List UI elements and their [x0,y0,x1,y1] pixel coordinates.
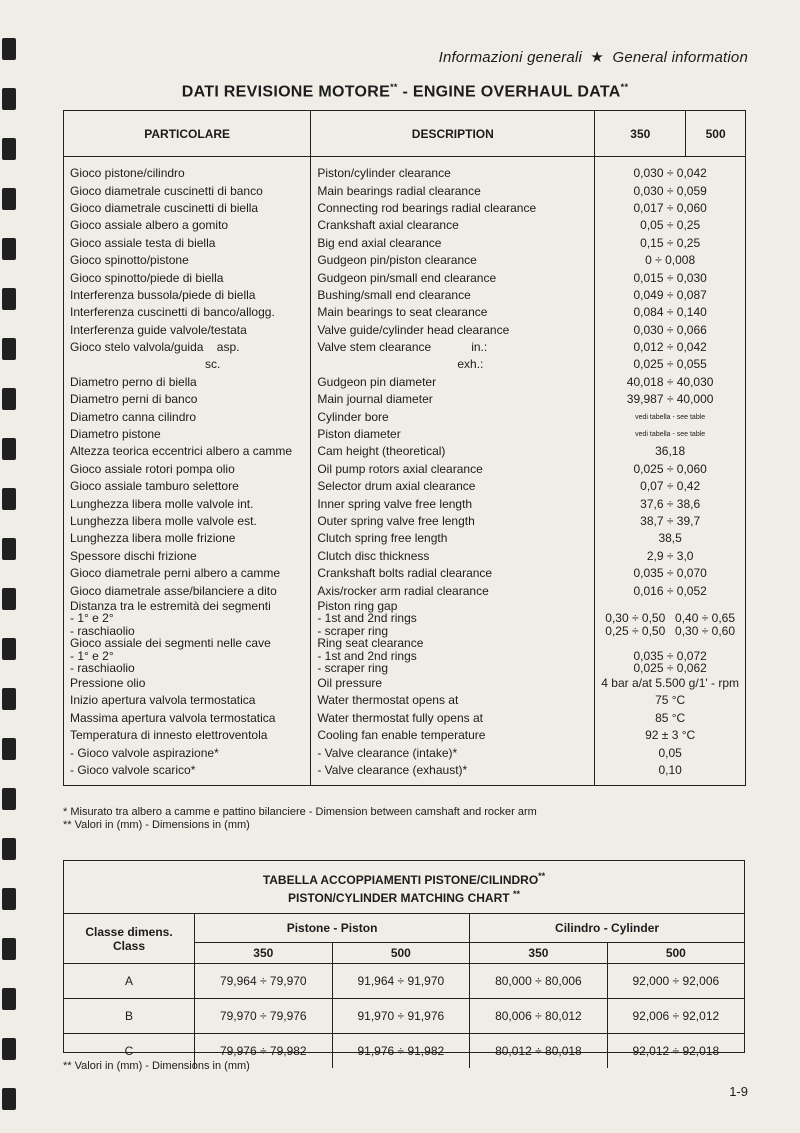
cell-value: 4 bar a/at 5.500 g/1' - rpm [595,675,746,692]
cell-it: - Gioco valvole aspirazione* [64,744,311,761]
valve-stem-in: in.: [471,340,488,355]
cell-en: Oil pump rotors axial clearance [311,461,595,478]
sub-cylinder-350: 350 [470,943,608,964]
cell-it: Inizio apertura valvola termostatica [64,692,311,709]
cell-en: Main journal diameter [311,391,595,408]
table-row [64,322,746,339]
cell-it: Gioco spinotto/pistone [64,252,311,269]
ring-gap-500-a: 0,40 ÷ 0,65 [675,611,735,626]
cell-it: Massima apertura valvola termostatica [64,710,311,727]
piston-cylinder-matching-chart [63,860,745,1058]
table-row [64,269,746,286]
cell-it: Altezza teorica eccentrici albero a camme [64,443,311,460]
chart-title-mark: ** [512,889,520,899]
valve-stem-asp: asp. [216,340,240,355]
cell-it: Gioco diametrale asse/bilanciere a dito [64,582,311,599]
table-row [64,461,746,478]
cell-en: Outer spring valve free length [311,513,595,530]
cell-value: 38,7 ÷ 39,7 [595,513,746,530]
cell-value: 38,5 [595,530,746,547]
col-header-350: 350 [595,111,686,157]
piston-350-cell: 79,964 ÷ 79,970 [195,964,333,999]
cell-en: Piston diameter [311,426,595,443]
ring-gap-500-b: 0,30 ÷ 0,60 [675,623,735,638]
table-row [64,426,746,443]
cell-value: vedi tabella - see table [595,426,746,443]
table-row [64,762,746,786]
chart-title-mark: ** [538,871,546,881]
ring-seat-label-en: Ring seat clearance [317,636,424,651]
cell-en: Water thermostat fully opens at [311,710,595,727]
cell-value: 0,07 ÷ 0,42 [595,478,746,495]
footnote-camshaft: * Misurato tra albero a camme e pattino bilanciere - Dimension between camshaft and rocker arm [63,806,537,818]
ring-gap-a-en: - 1st and 2nd rings [317,611,417,626]
table-row-ring-seat [64,637,746,675]
ring-gap-b-en: - scraper ring [317,623,389,638]
class-cell: C [64,1034,195,1069]
matching-header-row [64,914,744,943]
table-row [64,727,746,744]
cell-en: Clutch spring free length [311,530,595,547]
ring-gap-b: - raschiaolio [70,623,135,638]
cylinder-350-cell: 80,006 ÷ 80,012 [470,999,608,1034]
cell-value: 0,017 ÷ 0,060 [595,200,746,217]
piston-header: Pistone - Piston [195,914,470,943]
cell-value: 0,012 ÷ 0,042 [595,339,746,356]
cell-it [64,637,311,675]
cylinder-header: Cilindro - Cylinder [470,914,744,943]
cell-it: Lunghezza libera molle valvole int. [64,495,311,512]
table-row [64,548,746,565]
cell-value: 0,030 ÷ 0,042 [595,157,746,183]
cell-en: Gudgeon pin diameter [311,374,595,391]
piston-500-cell: 91,970 ÷ 91,976 [332,999,470,1034]
ring-seat-b: - raschiaolio [70,661,135,676]
page-title [60,82,750,101]
cell-en: Cylinder bore [311,408,595,425]
cell-it: Lunghezza libera molle frizione [64,530,311,547]
table-row [64,182,746,199]
cell-value: 0,015 ÷ 0,030 [595,269,746,286]
title-english: ENGINE OVERHAUL DATA [412,83,621,101]
cell-it: Gioco assiale testa di biella [64,235,311,252]
class-header-it: Classe dimens. [85,924,173,939]
cell-value: 39,987 ÷ 40,000 [595,391,746,408]
sub-cylinder-500: 500 [607,943,744,964]
cell-en: Water thermostat opens at [311,692,595,709]
cell-en [311,339,595,356]
cell-en: Piston/cylinder clearance [311,157,595,183]
footnote-units: ** Valori in (mm) - Dimensions in (mm) [63,819,250,831]
cell-value [595,637,746,675]
spiral-binding [0,0,22,1133]
cell-en: Cam height (theoretical) [311,443,595,460]
cell-it: Diametro canna cilindro [64,408,311,425]
cell-en [311,600,595,638]
header-italian: Informazioni generali [438,49,583,66]
cell-en: - Valve clearance (exhaust)* [311,762,595,786]
cell-en: Gudgeon pin/small end clearance [311,269,595,286]
cell-en: Axis/rocker arm radial clearance [311,582,595,599]
class-header [64,914,195,964]
title-separator: - [397,83,413,101]
cell-it: Gioco assiale tamburo selettore [64,478,311,495]
table-row [64,157,746,183]
cell-it: Gioco assiale albero a gomito [64,217,311,234]
cell-en [311,637,595,675]
cell-it: Pressione olio [64,675,311,692]
cell-value: vedi tabella - see table [595,408,746,425]
sub-piston-500: 500 [332,943,470,964]
cell-it: Gioco assiale rotori pompa olio [64,461,311,478]
valve-stem-sc: sc. [205,357,221,372]
cell-value: 2,9 ÷ 3,0 [595,548,746,565]
ring-seat-b-en: - scraper ring [317,661,389,676]
table-header-row [64,111,746,157]
table-row [64,252,746,269]
cylinder-350-cell: 80,000 ÷ 80,006 [470,964,608,999]
cell-value: 0,084 ÷ 0,140 [595,304,746,321]
cell-it: Gioco diametrale cuscinetti di banco [64,182,311,199]
valve-stem-label: Gioco stelo valvola/guida [70,340,204,355]
cell-it: Interferenza cuscinetti di banco/allogg. [64,304,311,321]
cell-value: 92 ± 3 °C [595,727,746,744]
cell-value: 0,025 ÷ 0,060 [595,461,746,478]
table-row [64,513,746,530]
piston-350-cell: 79,976 ÷ 79,982 [195,1034,333,1069]
engine-overhaul-table [63,110,746,786]
valve-stem-label-en: Valve stem clearance [317,340,432,355]
table-row [64,200,746,217]
cell-en: Cooling fan enable temperature [311,727,595,744]
table-row-valve-stem-intake [64,339,746,356]
table-row [64,710,746,727]
cell-en: Gudgeon pin/piston clearance [311,252,595,269]
cell-value: 0,10 [595,762,746,786]
ring-seat-value-a: 0,035 ÷ 0,072 [633,648,707,663]
cell-value: 85 °C [595,710,746,727]
matching-row [64,964,744,999]
header-english: General information [612,49,748,66]
table-row [64,565,746,582]
title-mark: ** [390,82,398,92]
cell-value: 75 °C [595,692,746,709]
table-row [64,744,746,761]
class-cell: B [64,999,195,1034]
cell-value: 0,025 ÷ 0,055 [595,356,746,373]
cell-it: Gioco diametrale cuscinetti di biella [64,200,311,217]
table-row [64,675,746,692]
matching-table [64,914,744,1068]
matching-row [64,999,744,1034]
chart-title [64,861,744,914]
cell-it [64,339,311,356]
cell-value [595,600,746,638]
cell-it: Gioco diametrale perni albero a camme [64,565,311,582]
table-row [64,495,746,512]
cell-it: Gioco pistone/cilindro [64,157,311,183]
valve-stem-exh: exh.: [457,357,484,372]
table-row-ring-gap [64,600,746,638]
cell-value: 0,049 ÷ 0,087 [595,287,746,304]
table-row [64,217,746,234]
cell-value: 0,016 ÷ 0,052 [595,582,746,599]
class-header-en: Class [112,938,146,953]
cell-value: 0 ÷ 0,008 [595,252,746,269]
ring-gap-label-en: Piston ring gap [317,598,398,613]
cell-value: 0,035 ÷ 0,070 [595,565,746,582]
cell-it: Diametro perno di biella [64,374,311,391]
table-row [64,582,746,599]
title-italian: DATI REVISIONE MOTORE [181,83,391,101]
cell-value: 36,18 [595,443,746,460]
cylinder-500-cell: 92,000 ÷ 92,006 [607,964,744,999]
ring-seat-a-en: - 1st and 2nd rings [317,648,417,663]
cell-it [64,600,311,638]
cell-value: 0,05 ÷ 0,25 [595,217,746,234]
cell-value: 40,018 ÷ 40,030 [595,374,746,391]
cell-en: Bushing/small end clearance [311,287,595,304]
table-row [64,235,746,252]
cylinder-500-cell: 92,012 ÷ 92,018 [607,1034,744,1069]
cell-value: 0,030 ÷ 0,059 [595,182,746,199]
cell-en: - Valve clearance (intake)* [311,744,595,761]
ring-seat-value-b: 0,025 ÷ 0,062 [633,661,707,676]
table-row [64,443,746,460]
chart-footnote: ** Valori in (mm) - Dimensions in (mm) [63,1060,250,1072]
cell-en: Main bearings radial clearance [311,182,595,199]
section-header [439,48,748,66]
ring-seat-label: Gioco assiale dei segmenti nelle cave [70,636,271,651]
cell-value: 37,6 ÷ 38,6 [595,495,746,512]
chart-title-italian: TABELLA ACCOPPIAMENTI PISTONE/CILINDRO [262,873,539,887]
piston-500-cell: 91,964 ÷ 91,970 [332,964,470,999]
class-cell: A [64,964,195,999]
star-icon: ★ [590,49,605,66]
cell-it: Diametro perni di banco [64,391,311,408]
table-footnotes [63,806,537,832]
piston-350-cell: 79,970 ÷ 79,976 [195,999,333,1034]
cell-en [311,356,595,373]
cylinder-500-cell: 92,006 ÷ 92,012 [607,999,744,1034]
cell-en: Connecting rod bearings radial clearance [311,200,595,217]
table-row [64,692,746,709]
cylinder-350-cell: 80,012 ÷ 80,018 [470,1034,608,1069]
table-row [64,287,746,304]
ring-gap-350-b: 0,25 ÷ 0,50 [605,623,666,638]
table-row [64,530,746,547]
table-row-valve-stem-exhaust [64,356,746,373]
cell-en: Crankshaft bolts radial clearance [311,565,595,582]
piston-500-cell: 91,976 ÷ 91,982 [332,1034,470,1069]
ring-gap-label: Distanza tra le estremità dei segmenti [70,598,271,613]
cell-en: Inner spring valve free length [311,495,595,512]
chart-title-english: PISTON/CYLINDER MATCHING CHART [288,891,510,905]
cell-it: - Gioco valvole scarico* [64,762,311,786]
cell-en: Valve guide/cylinder head clearance [311,322,595,339]
sub-piston-350: 350 [195,943,333,964]
table-row [64,478,746,495]
cell-it: Spessore dischi frizione [64,548,311,565]
cell-it: Diametro pistone [64,426,311,443]
page-number: 1-9 [729,1084,748,1099]
cell-it: Interferenza bussola/piede di biella [64,287,311,304]
ring-seat-a: - 1° e 2° [70,648,114,663]
col-header-500: 500 [686,111,746,157]
cell-value: 0,030 ÷ 0,066 [595,322,746,339]
cell-en: Main bearings to seat clearance [311,304,595,321]
cell-value: 0,05 [595,744,746,761]
cell-en: Selector drum axial clearance [311,478,595,495]
table-row [64,304,746,321]
cell-value: 0,15 ÷ 0,25 [595,235,746,252]
cell-it: Gioco spinotto/piede di biella [64,269,311,286]
table-row [64,408,746,425]
cell-it: Temperatura di innesto elettroventola [64,727,311,744]
table-row [64,374,746,391]
cell-it: Lunghezza libera molle valvole est. [64,513,311,530]
title-mark: ** [620,82,629,92]
ring-gap-a: - 1° e 2° [70,611,114,626]
col-header-particolare: PARTICOLARE [64,111,311,157]
cell-it: Interferenza guide valvole/testata [64,322,311,339]
cell-en: Clutch disc thickness [311,548,595,565]
cell-en: Oil pressure [311,675,595,692]
cell-en: Crankshaft axial clearance [311,217,595,234]
cell-en: Big end axial clearance [311,235,595,252]
table-row [64,391,746,408]
ring-gap-350-a: 0,30 ÷ 0,50 [605,611,666,626]
col-header-description: DESCRIPTION [311,111,595,157]
cell-it [64,356,311,373]
